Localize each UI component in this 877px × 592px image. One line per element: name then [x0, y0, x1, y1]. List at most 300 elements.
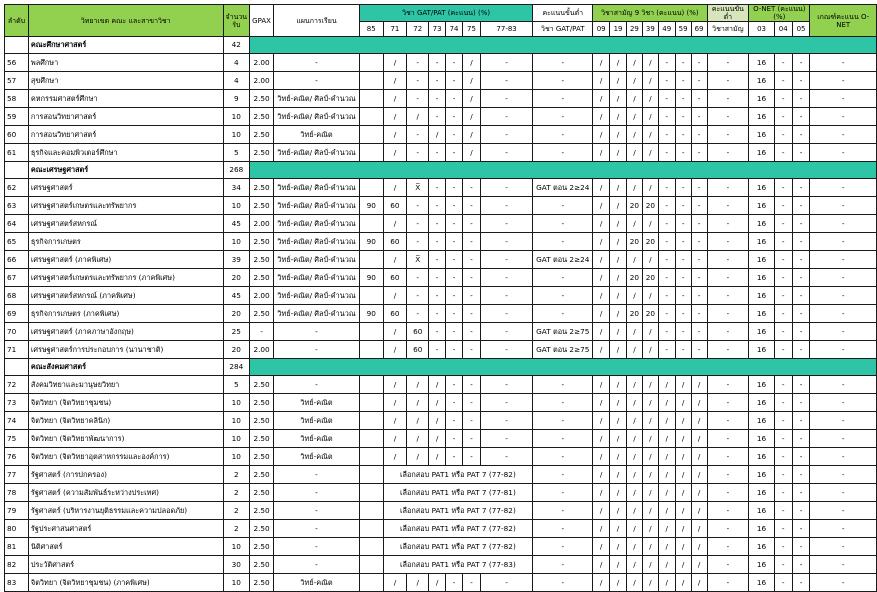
seats-value: 20	[223, 341, 250, 359]
gpax-value: 2.50	[250, 305, 274, 323]
onet-value: -	[774, 484, 792, 502]
plan-value: -	[274, 520, 360, 538]
onet-value: 16	[749, 197, 775, 215]
common-value: /	[642, 502, 658, 520]
gatpat-85-value	[359, 502, 383, 520]
common-value: 20	[642, 233, 658, 251]
onet-value: 16	[749, 72, 775, 90]
table-row	[5, 108, 877, 126]
gatpat-min-value: -	[533, 448, 593, 466]
table-row	[5, 54, 877, 72]
gatpat-85-value: 90	[359, 233, 383, 251]
common-value: /	[593, 179, 610, 197]
onet-value: 16	[749, 287, 775, 305]
onet-total-value: -	[810, 179, 877, 197]
seats-value: 10	[223, 197, 250, 215]
common-value: -	[691, 72, 707, 90]
gatpat-min-value: -	[533, 484, 593, 502]
common-value: /	[593, 269, 610, 287]
gatpat-value: -	[429, 251, 446, 269]
row-no: 71	[5, 341, 29, 359]
gatpat-value: -	[429, 54, 446, 72]
gatpat-85-value	[359, 72, 383, 90]
row-no: 66	[5, 251, 29, 269]
onet-total-value: -	[810, 376, 877, 394]
common-value: /	[610, 144, 627, 162]
common-value: /	[626, 341, 642, 359]
common-value: /	[626, 502, 642, 520]
gatpat-min-value: GAT ตอน 2≥24	[533, 179, 593, 197]
gatpat-min-value: -	[533, 197, 593, 215]
header-gpax: GPAX	[250, 5, 274, 37]
common-value: /	[626, 574, 642, 592]
faculty-row	[5, 37, 877, 54]
gatpat-value: /	[429, 430, 446, 448]
table-row	[5, 520, 877, 538]
gatpat-value: -	[463, 430, 481, 448]
gatpat-value: -	[446, 108, 463, 126]
onet-value: 16	[749, 269, 775, 287]
gatpat-85-value	[359, 54, 383, 72]
common-value: /	[626, 144, 642, 162]
common-value: 20	[642, 305, 658, 323]
row-no: 59	[5, 108, 29, 126]
program-name: การสอนวิทยาศาสตร์	[28, 126, 223, 144]
common-value: /	[626, 556, 642, 574]
gatpat-value: -	[463, 448, 481, 466]
common-value: /	[610, 394, 627, 412]
onet-value: -	[792, 556, 810, 574]
table-row	[5, 538, 877, 556]
gatpat-85-value	[359, 484, 383, 502]
gatpat-value: -	[407, 233, 429, 251]
program-name: สุขศึกษา	[28, 72, 223, 90]
common-value: /	[610, 197, 627, 215]
program-name: รัฐศาสตร์ (ความสัมพันธ์ระหว่างประเทศ)	[28, 484, 223, 502]
common-value: /	[610, 412, 627, 430]
program-name: พลศึกษา	[28, 54, 223, 72]
common-value: /	[642, 484, 658, 502]
gatpat-value: /	[407, 430, 429, 448]
onet-value: -	[774, 448, 792, 466]
onet-value: -	[774, 574, 792, 592]
plan-value: -	[274, 484, 360, 502]
onet-value: 16	[749, 215, 775, 233]
gpax-value: 2.50	[250, 484, 274, 502]
gatpat-col: 85	[359, 22, 383, 37]
header-program: วิทยาเขต คณะ และสาขาวิชา	[28, 5, 223, 37]
onet-value: 16	[749, 394, 775, 412]
gatpat-value: -	[480, 108, 532, 126]
plan-value: วิทย์-คณิต/ ศิลป์-คำนวณ	[274, 305, 360, 323]
common-value: /	[642, 448, 658, 466]
onet-value: -	[774, 341, 792, 359]
program-name: ธุรกิจการเกษตร	[28, 233, 223, 251]
gatpat-value: -	[407, 126, 429, 144]
common-min-value: -	[707, 466, 749, 484]
gatpat-value: /	[407, 394, 429, 412]
onet-total-value: -	[810, 144, 877, 162]
gatpat-col: 75	[463, 22, 481, 37]
common-value: /	[593, 72, 610, 90]
gpax-value: 2.50	[250, 520, 274, 538]
common-value: /	[593, 323, 610, 341]
gatpat-value: -	[429, 269, 446, 287]
gatpat-value: -	[480, 90, 532, 108]
common-value: /	[675, 466, 691, 484]
plan-value: -	[274, 466, 360, 484]
common-value: /	[691, 412, 707, 430]
gatpat-85-value	[359, 144, 383, 162]
gatpat-value: -	[429, 233, 446, 251]
program-name: เศรษฐศาสตร์ (ภาคพิเศษ)	[28, 251, 223, 269]
common-value: -	[675, 126, 691, 144]
common-value: /	[626, 430, 642, 448]
onet-value: -	[792, 90, 810, 108]
program-name: จิตวิทยา (จิตวิทยาชุมชน) (ภาคพิเศษ)	[28, 574, 223, 592]
gatpat-value: -	[480, 54, 532, 72]
onet-value: -	[774, 144, 792, 162]
program-name: เศรษฐศาสตร์สหกรณ์	[28, 215, 223, 233]
seats-value: 2	[223, 484, 250, 502]
gatpat-value: -	[463, 412, 481, 430]
common-value: -	[691, 197, 707, 215]
common-value: -	[658, 144, 675, 162]
common-value: /	[642, 430, 658, 448]
table-row	[5, 144, 877, 162]
gatpat-value: /	[407, 376, 429, 394]
common-min-value: -	[707, 394, 749, 412]
gatpat-85-value: 90	[359, 305, 383, 323]
gatpat-min-value: -	[533, 215, 593, 233]
gatpat-value: /	[383, 394, 407, 412]
gpax-value: 2.50	[250, 556, 274, 574]
gatpat-value: -	[429, 108, 446, 126]
header-common-min: คะแนนขั้นต่ำ	[707, 5, 749, 22]
common-value: -	[658, 323, 675, 341]
header-no: ลำดับ	[5, 5, 29, 37]
gatpat-value: -	[446, 126, 463, 144]
program-name: จิตวิทยา (จิตวิทยาคลินิก)	[28, 412, 223, 430]
common-min-value: -	[707, 341, 749, 359]
gatpat-value: /	[383, 72, 407, 90]
common-value: /	[675, 412, 691, 430]
common-min-value: -	[707, 323, 749, 341]
faculty-no-cell	[5, 162, 29, 179]
seats-value: 2	[223, 502, 250, 520]
gatpat-85-value	[359, 126, 383, 144]
seats-value: 10	[223, 394, 250, 412]
gatpat-min-value: -	[533, 269, 593, 287]
common-min-value: -	[707, 448, 749, 466]
gatpat-merged-note: เลือกสอบ PAT1 หรือ PAT 7 (77-82)	[383, 538, 533, 556]
common-value: -	[658, 341, 675, 359]
onet-value: 16	[749, 126, 775, 144]
onet-value: -	[792, 108, 810, 126]
common-value: /	[691, 574, 707, 592]
row-no: 77	[5, 466, 29, 484]
gatpat-col: 73	[429, 22, 446, 37]
onet-value: -	[792, 502, 810, 520]
gatpat-85-value	[359, 448, 383, 466]
onet-value: 16	[749, 341, 775, 359]
common-value: /	[626, 520, 642, 538]
common-value: /	[626, 126, 642, 144]
onet-value: -	[792, 538, 810, 556]
gatpat-value: -	[463, 251, 481, 269]
gatpat-min-value: -	[533, 412, 593, 430]
gatpat-85-value	[359, 520, 383, 538]
common-value: /	[658, 574, 675, 592]
program-name: เศรษฐศาสตร์เกษตรและทรัพยากร	[28, 197, 223, 215]
common-value: -	[675, 90, 691, 108]
gpax-value: 2.50	[250, 466, 274, 484]
common-value: -	[658, 126, 675, 144]
gatpat-85-value	[359, 287, 383, 305]
common-value: /	[626, 90, 642, 108]
common-value: /	[593, 197, 610, 215]
common-value: /	[675, 538, 691, 556]
gatpat-value: -	[446, 394, 463, 412]
plan-value: วิทย์-คณิต	[274, 430, 360, 448]
plan-value: วิทย์-คณิต/ ศิลป์-คำนวณ	[274, 197, 360, 215]
common-value: /	[675, 520, 691, 538]
common-value: /	[642, 466, 658, 484]
plan-value: วิทย์-คณิต	[274, 126, 360, 144]
common-value: 20	[642, 197, 658, 215]
common-value: -	[675, 233, 691, 251]
gatpat-merged-note: เลือกสอบ PAT1 หรือ PAT 7 (77-81)	[383, 484, 533, 502]
program-name: รัฐศาสตร์ (บริหารงานยุติธรรมและความปลอดภัย)	[28, 502, 223, 520]
common-min-value: -	[707, 269, 749, 287]
seats-value: 10	[223, 538, 250, 556]
onet-value: -	[792, 466, 810, 484]
faculty-fill	[250, 162, 877, 179]
gatpat-value: /	[383, 574, 407, 592]
common-value: /	[610, 305, 627, 323]
common-min-value: -	[707, 574, 749, 592]
common-value: /	[642, 341, 658, 359]
seats-value: 20	[223, 305, 250, 323]
table-row	[5, 574, 877, 592]
gatpat-min-value: -	[533, 233, 593, 251]
common-value: /	[642, 538, 658, 556]
gpax-value: 2.50	[250, 502, 274, 520]
common-min-value: -	[707, 54, 749, 72]
gatpat-value: /	[383, 376, 407, 394]
common-value: /	[642, 574, 658, 592]
gatpat-value: -	[480, 394, 532, 412]
gatpat-value: -	[407, 287, 429, 305]
gatpat-value: /	[383, 323, 407, 341]
gatpat-value: -	[446, 54, 463, 72]
onet-total-value: -	[810, 54, 877, 72]
common-value: /	[675, 394, 691, 412]
plan-value: วิทย์-คณิต/ ศิลป์-คำนวณ	[274, 215, 360, 233]
gatpat-value: /	[429, 126, 446, 144]
program-name: ประวัติศาสตร์	[28, 556, 223, 574]
header-common9: วิชาสามัญ 9 วิชา (คะแนน) (%)	[593, 5, 707, 22]
common-value: -	[675, 269, 691, 287]
onet-value: -	[774, 323, 792, 341]
program-name: ธุรกิจการเกษตร (ภาคพิเศษ)	[28, 305, 223, 323]
program-name: สังคมวิทยาและมานุษยวิทยา	[28, 376, 223, 394]
gatpat-value: -	[429, 341, 446, 359]
seats-value: 4	[223, 72, 250, 90]
table-row	[5, 287, 877, 305]
common-value: /	[593, 108, 610, 126]
gatpat-value: -	[446, 448, 463, 466]
common-value: 20	[642, 269, 658, 287]
gatpat-value: -	[480, 269, 532, 287]
gatpat-85-value	[359, 538, 383, 556]
gatpat-value: -	[429, 287, 446, 305]
gatpat-merged-note: เลือกสอบ PAT1 หรือ PAT 7 (77-82)	[383, 466, 533, 484]
gatpat-min-value: GAT ตอน 2≥75	[533, 323, 593, 341]
common-value: /	[610, 484, 627, 502]
table-row	[5, 323, 877, 341]
gpax-value: 2.50	[250, 144, 274, 162]
gatpat-85-value: 90	[359, 269, 383, 287]
onet-value: 16	[749, 376, 775, 394]
gatpat-85-value	[359, 376, 383, 394]
gpax-value: 2.50	[250, 108, 274, 126]
onet-value: 16	[749, 251, 775, 269]
gatpat-min-value: -	[533, 520, 593, 538]
gatpat-value: /	[407, 108, 429, 126]
common-value: /	[691, 520, 707, 538]
onet-value: -	[792, 341, 810, 359]
common-value: /	[658, 448, 675, 466]
table-body	[5, 37, 877, 592]
seats-value: 10	[223, 448, 250, 466]
gatpat-85-value	[359, 341, 383, 359]
gatpat-value: -	[446, 179, 463, 197]
onet-value: -	[792, 430, 810, 448]
onet-value: -	[774, 251, 792, 269]
gatpat-value: -	[407, 305, 429, 323]
gatpat-value: -	[480, 144, 532, 162]
gatpat-col: 74	[446, 22, 463, 37]
gatpat-value: /	[463, 144, 481, 162]
gatpat-value: -	[429, 323, 446, 341]
gatpat-value: -	[480, 412, 532, 430]
common-value: /	[610, 179, 627, 197]
onet-value: -	[774, 215, 792, 233]
onet-value: 16	[749, 323, 775, 341]
common-value: /	[642, 520, 658, 538]
gatpat-value: 60	[383, 233, 407, 251]
gpax-value: 2.00	[250, 215, 274, 233]
common-value: /	[642, 215, 658, 233]
plan-value: -	[274, 72, 360, 90]
onet-value: -	[792, 305, 810, 323]
gatpat-value: -	[480, 179, 532, 197]
common-value: /	[593, 538, 610, 556]
onet-value: -	[774, 126, 792, 144]
onet-col: 05	[792, 22, 810, 37]
table-row	[5, 341, 877, 359]
common-value: /	[642, 72, 658, 90]
seats-value: 4	[223, 54, 250, 72]
gatpat-value: -	[429, 144, 446, 162]
common-value: -	[691, 144, 707, 162]
onet-value: -	[792, 144, 810, 162]
gatpat-min-value: -	[533, 144, 593, 162]
gatpat-value: -	[463, 305, 481, 323]
table-row	[5, 430, 877, 448]
common-value: /	[675, 448, 691, 466]
plan-value: -	[274, 376, 360, 394]
gatpat-value: X̅	[407, 179, 429, 197]
common-value: /	[610, 215, 627, 233]
gatpat-min-value: -	[533, 54, 593, 72]
common-value: -	[691, 179, 707, 197]
common-value: /	[675, 574, 691, 592]
row-no: 63	[5, 197, 29, 215]
gatpat-value: /	[463, 90, 481, 108]
onet-total-value: -	[810, 126, 877, 144]
gatpat-value: -	[446, 72, 463, 90]
common-value: -	[675, 197, 691, 215]
plan-value: วิทย์-คณิต/ ศิลป์-คำนวณ	[274, 179, 360, 197]
onet-value: -	[792, 251, 810, 269]
common-value: /	[691, 448, 707, 466]
onet-value: -	[774, 179, 792, 197]
header-gatpat-min: คะแนนขั้นต่ำ	[533, 5, 593, 22]
onet-value: -	[774, 90, 792, 108]
common-value: /	[593, 484, 610, 502]
gatpat-value: /	[463, 54, 481, 72]
gpax-value: 2.50	[250, 376, 274, 394]
common-min-value: -	[707, 126, 749, 144]
common-min-value: -	[707, 305, 749, 323]
program-name: รัฐศาสตร์ (การปกครอง)	[28, 466, 223, 484]
common-value: /	[658, 520, 675, 538]
plan-value: วิทย์-คณิต	[274, 448, 360, 466]
gatpat-value: -	[429, 72, 446, 90]
row-no: 79	[5, 502, 29, 520]
seats-value: 10	[223, 574, 250, 592]
common-value: /	[658, 502, 675, 520]
common-value: /	[593, 305, 610, 323]
header-seats: จำนวนรับ	[223, 5, 250, 37]
gatpat-value: -	[463, 233, 481, 251]
gatpat-min-value: GAT ตอน 2≥24	[533, 251, 593, 269]
gatpat-min-value: -	[533, 538, 593, 556]
gatpat-col: 71	[383, 22, 407, 37]
gatpat-value: -	[480, 233, 532, 251]
faculty-fill	[250, 359, 877, 376]
common-value: -	[675, 54, 691, 72]
program-name: เศรษฐศาสตร์เกษตรและทรัพยากร (ภาคพิเศษ)	[28, 269, 223, 287]
program-name: เศรษฐศาสตร์การประกอบการ (นานาชาติ)	[28, 341, 223, 359]
onet-value: 16	[749, 556, 775, 574]
onet-value: -	[774, 412, 792, 430]
gatpat-85-value	[359, 394, 383, 412]
table-row	[5, 412, 877, 430]
seats-value: 10	[223, 430, 250, 448]
common-value: -	[675, 144, 691, 162]
gatpat-value: -	[480, 215, 532, 233]
gatpat-85-value	[359, 323, 383, 341]
onet-col: 03	[749, 22, 775, 37]
table-row	[5, 376, 877, 394]
common-min-value: -	[707, 215, 749, 233]
common-min-value: -	[707, 179, 749, 197]
program-name: เศรษฐศาสตร์ (ภาคภาษาอังกฤษ)	[28, 323, 223, 341]
plan-value: -	[274, 54, 360, 72]
